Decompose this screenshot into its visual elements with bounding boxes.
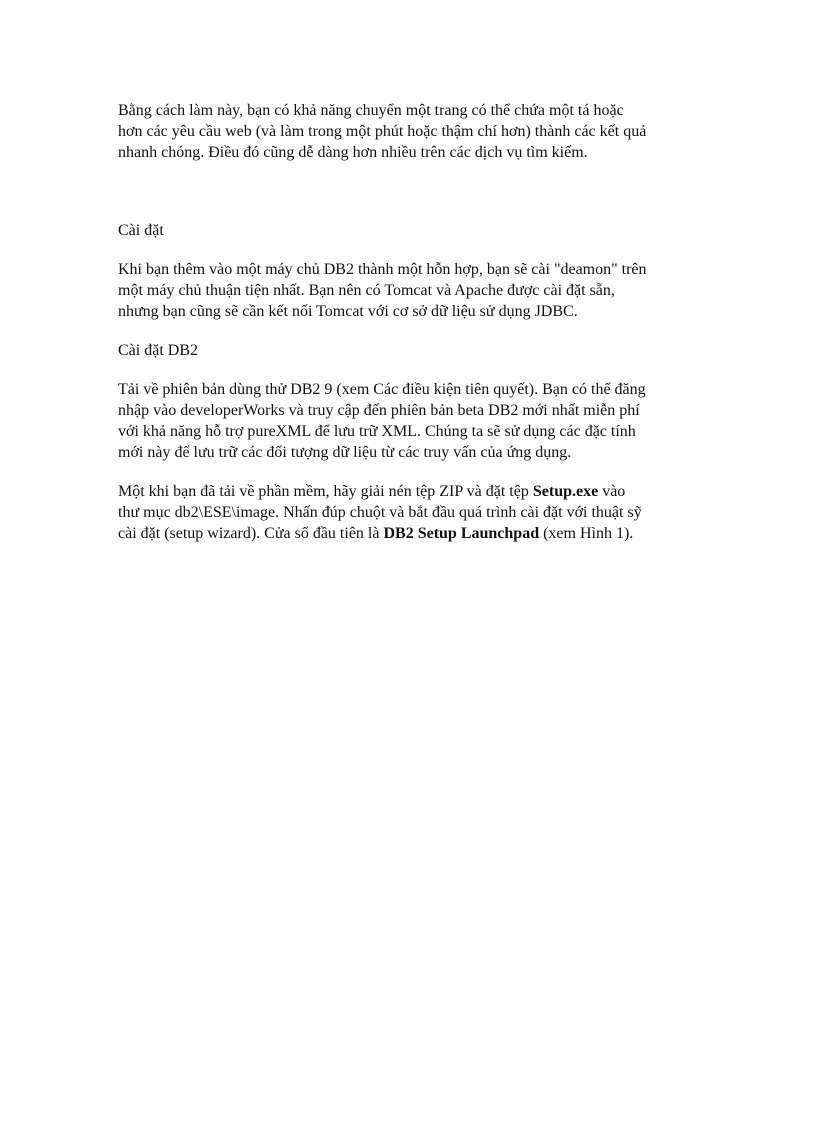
text-line: Tải về phiên bản dùng thử DB2 9 (xem Các điều kiện tiên quyết). Bạn có thể đăng bbox=[118, 381, 646, 398]
paragraph-db2-server bbox=[118, 259, 708, 322]
text-line: một máy chủ thuận tiện nhất. Bạn nên có Tomcat và Apache được cài đặt sẵn, bbox=[118, 282, 615, 299]
heading-install: Cài đặt bbox=[118, 222, 164, 239]
text-line: Một khi bạn đã tải về phần mềm, hãy giải nén tệp ZIP và đặt tệp Setup.exe vào bbox=[118, 483, 626, 500]
text-line: Bằng cách làm này, bạn có khả năng chuyển một trang có thể chứa một tá hoặc bbox=[118, 102, 624, 119]
paragraph-download bbox=[118, 379, 708, 463]
text-line: Khi bạn thêm vào một máy chủ DB2 thành một hỗn hợp, bạn sẽ cài "deamon" trên bbox=[118, 261, 647, 278]
heading-install-db2: Cài đặt DB2 bbox=[118, 342, 198, 359]
text-line: cài đặt (setup wizard). Cửa sổ đầu tiên là DB2 Setup Launchpad (xem Hình 1). bbox=[118, 525, 634, 542]
launchpad-bold: DB2 Setup Launchpad bbox=[383, 525, 540, 542]
text-line: mới này để lưu trữ các đối tượng dữ liệu từ các truy vấn của ứng dụng. bbox=[118, 444, 572, 461]
document-body bbox=[118, 100, 708, 544]
text-line: với khả năng hỗ trợ pureXML để lưu trữ XML. Chúng ta sẽ sử dụng các đặc tính bbox=[118, 423, 636, 440]
text-line: hơn các yêu cầu web (và làm trong một phút hoặc thậm chí hơn) thành các kết quả bbox=[118, 123, 647, 140]
paragraph-intro bbox=[118, 100, 708, 163]
setup-exe-bold: Setup.exe bbox=[532, 483, 599, 500]
text-line: thư mục db2\ESE\image. Nhấn đúp chuột và bắt đầu quá trình cài đặt với thuật sỹ bbox=[118, 504, 642, 521]
text-line: nhưng bạn cũng sẽ cần kết nối Tomcat với cơ sở dữ liệu sử dụng JDBC. bbox=[118, 303, 578, 320]
text-line: nhập vào developerWorks và truy cập đến phiên bản beta DB2 mới nhất miễn phí bbox=[118, 402, 640, 419]
paragraph-setup bbox=[118, 481, 708, 544]
text-line: nhanh chóng. Điều đó cũng dễ dàng hơn nhiều trên các dịch vụ tìm kiếm. bbox=[118, 144, 588, 161]
